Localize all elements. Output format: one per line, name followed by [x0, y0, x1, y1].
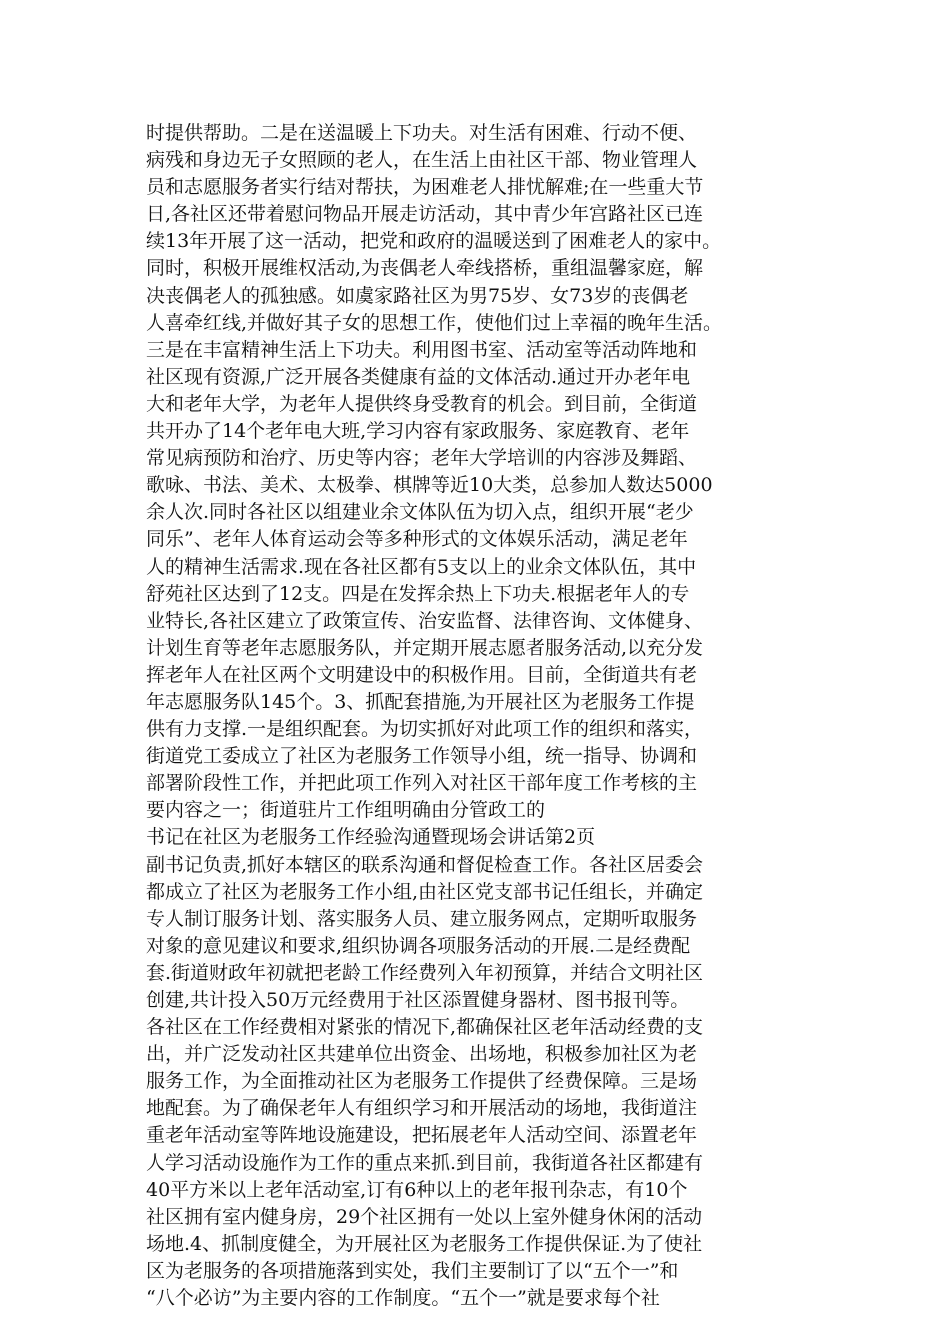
- text-line: 副书记负责,抓好本辖区的联系沟通和督促检查工作。各社区居委会: [146, 853, 704, 876]
- text-line: 舒苑社区达到了12支。四是在发挥余热上下功夫.根据老年人的专: [146, 582, 690, 605]
- text-line: 社区现有资源,广泛开展各类健康有益的文体活动.通过开办老年电: [146, 365, 691, 388]
- text-line: 人学习活动设施作为工作的重点来抓.到目前，我街道各社区都建有: [146, 1151, 704, 1174]
- text-line: 大和老年大学，为老年人提供终身受教育的机会。到目前，全街道: [146, 392, 698, 415]
- document-body: [146, 120, 826, 1312]
- text-line: 员和志愿服务者实行结对帮扶，为困难老人排忧解难;在一些重大节: [146, 176, 704, 199]
- text-line: 挥老年人在社区两个文明建设中的积极作用。目前，全街道共有老: [146, 663, 698, 686]
- text-line: 场地.4、抓制度健全，为开展社区为老服务工作提供保证.为了使社: [146, 1232, 703, 1255]
- text-line: 地配套。为了确保老年人有组织学习和开展活动的场地，我街道注: [146, 1097, 698, 1120]
- text-line: 对象的意见建议和要求,组织协调各项服务活动的开展.二是经费配: [146, 934, 691, 957]
- text-line: “八个必访”为主要内容的工作制度。“五个一”就是要求每个社: [146, 1287, 660, 1310]
- text-line: 都成立了社区为老服务工作小组,由社区党支部书记任组长，并确定: [146, 880, 704, 903]
- text-line: 同乐”、老年人体育运动会等多种形式的文体娱乐活动，满足老年: [146, 528, 688, 551]
- text-line: 各社区在工作经费相对紧张的情况下,都确保社区老年活动经费的支: [146, 1016, 704, 1039]
- text-line: 创建,共计投入50万元经费用于社区添置健身器材、图书报刊等。: [146, 989, 690, 1011]
- text-line: 部署阶段性工作，并把此项工作列入对社区干部年度工作考核的主: [146, 772, 698, 795]
- text-line: 同时，积极开展维权活动,为丧偶老人牵线搭桥，重组温馨家庭，解: [146, 257, 704, 280]
- text-line: 年志愿服务队145个。3、抓配套措施,为开展社区为老服务工作提: [146, 690, 695, 713]
- text-line: 区为老服务的各项措施落到实处，我们主要制订了以“五个一”和: [146, 1259, 679, 1282]
- text-line: 街道党工委成立了社区为老服务工作领导小组，统一指导、协调和: [146, 745, 698, 768]
- text-line: 三是在丰富精神生活上下功夫。利用图书室、活动室等活动阵地和: [146, 338, 698, 361]
- text-line: 计划生育等老年志愿服务队，并定期开展志愿者服务活动,以充分发: [146, 636, 704, 659]
- text-line: 余人次.同时各社区以组建业余文体队伍为切入点，组织开展“老少: [146, 501, 694, 524]
- text-line: 时提供帮助。二是在送温暖上下功夫。对生活有困难、行动不便、: [146, 122, 698, 144]
- text-line: 社区拥有室内健身房，29个社区拥有一处以上室外健身休闲的活动: [146, 1205, 703, 1228]
- text-line: 书记在社区为老服务工作经验沟通暨现场会讲话第2页: [146, 826, 596, 849]
- text-line: 重老年活动室等阵地设施建设，把拓展老年人活动空间、添置老年: [146, 1124, 698, 1147]
- text-line: 共开办了14个老年电大班,学习内容有家政服务、家庭教育、老年: [146, 420, 690, 443]
- text-line: 日,各社区还带着慰问物品开展走访活动，其中青少年宫路社区已连: [146, 203, 704, 226]
- text-line: 常见病预防和治疗、历史等内容；老年大学培训的内容涉及舞蹈、: [146, 447, 698, 470]
- text-line: 续13年开展了这一活动，把党和政府的温暖送到了困难老人的家中。: [146, 230, 722, 253]
- text-line: 业特长,各社区建立了政策宣传、治安监督、法律咨询、文体健身、: [146, 609, 704, 632]
- text-line: 专人制订服务计划、落实服务人员、建立服务网点，定期听取服务: [146, 907, 698, 930]
- text-line: 病残和身边无子女照顾的老人，在生活上由社区干部、物业管理人: [146, 149, 698, 172]
- text-line: 套.街道财政年初就把老龄工作经费列入年初预算，并结合文明社区: [146, 961, 704, 984]
- text-line: 服务工作，为全面推动社区为老服务工作提供了经费保障。三是场: [146, 1070, 698, 1093]
- text-line: 40平方米以上老年活动室,订有6种以上的老年报刊杂志，有10个: [146, 1178, 688, 1201]
- text-line: 要内容之一；街道驻片工作组明确由分管政工的: [146, 799, 546, 822]
- text-line: 出，并广泛发动社区共建单位出资金、出场地，积极参加社区为老: [146, 1043, 698, 1066]
- text-line: 歌咏、书法、美术、太极拳、棋牌等近10大类，总参加人数达5000: [146, 474, 713, 497]
- text-line: 人喜牵红线,并做好其子女的思想工作，使他们过上幸福的晚年生活。: [146, 311, 723, 334]
- text-line: 人的精神生活需求.现在各社区都有5支以上的业余文体队伍，其中: [146, 555, 697, 578]
- text-line: 决丧偶老人的孤独感。如虞家路社区为男75岁、女73岁的丧偶老: [146, 284, 689, 307]
- text-line: 供有力支撑.一是组织配套。为切实抓好对此项工作的组织和落实，: [146, 718, 704, 741]
